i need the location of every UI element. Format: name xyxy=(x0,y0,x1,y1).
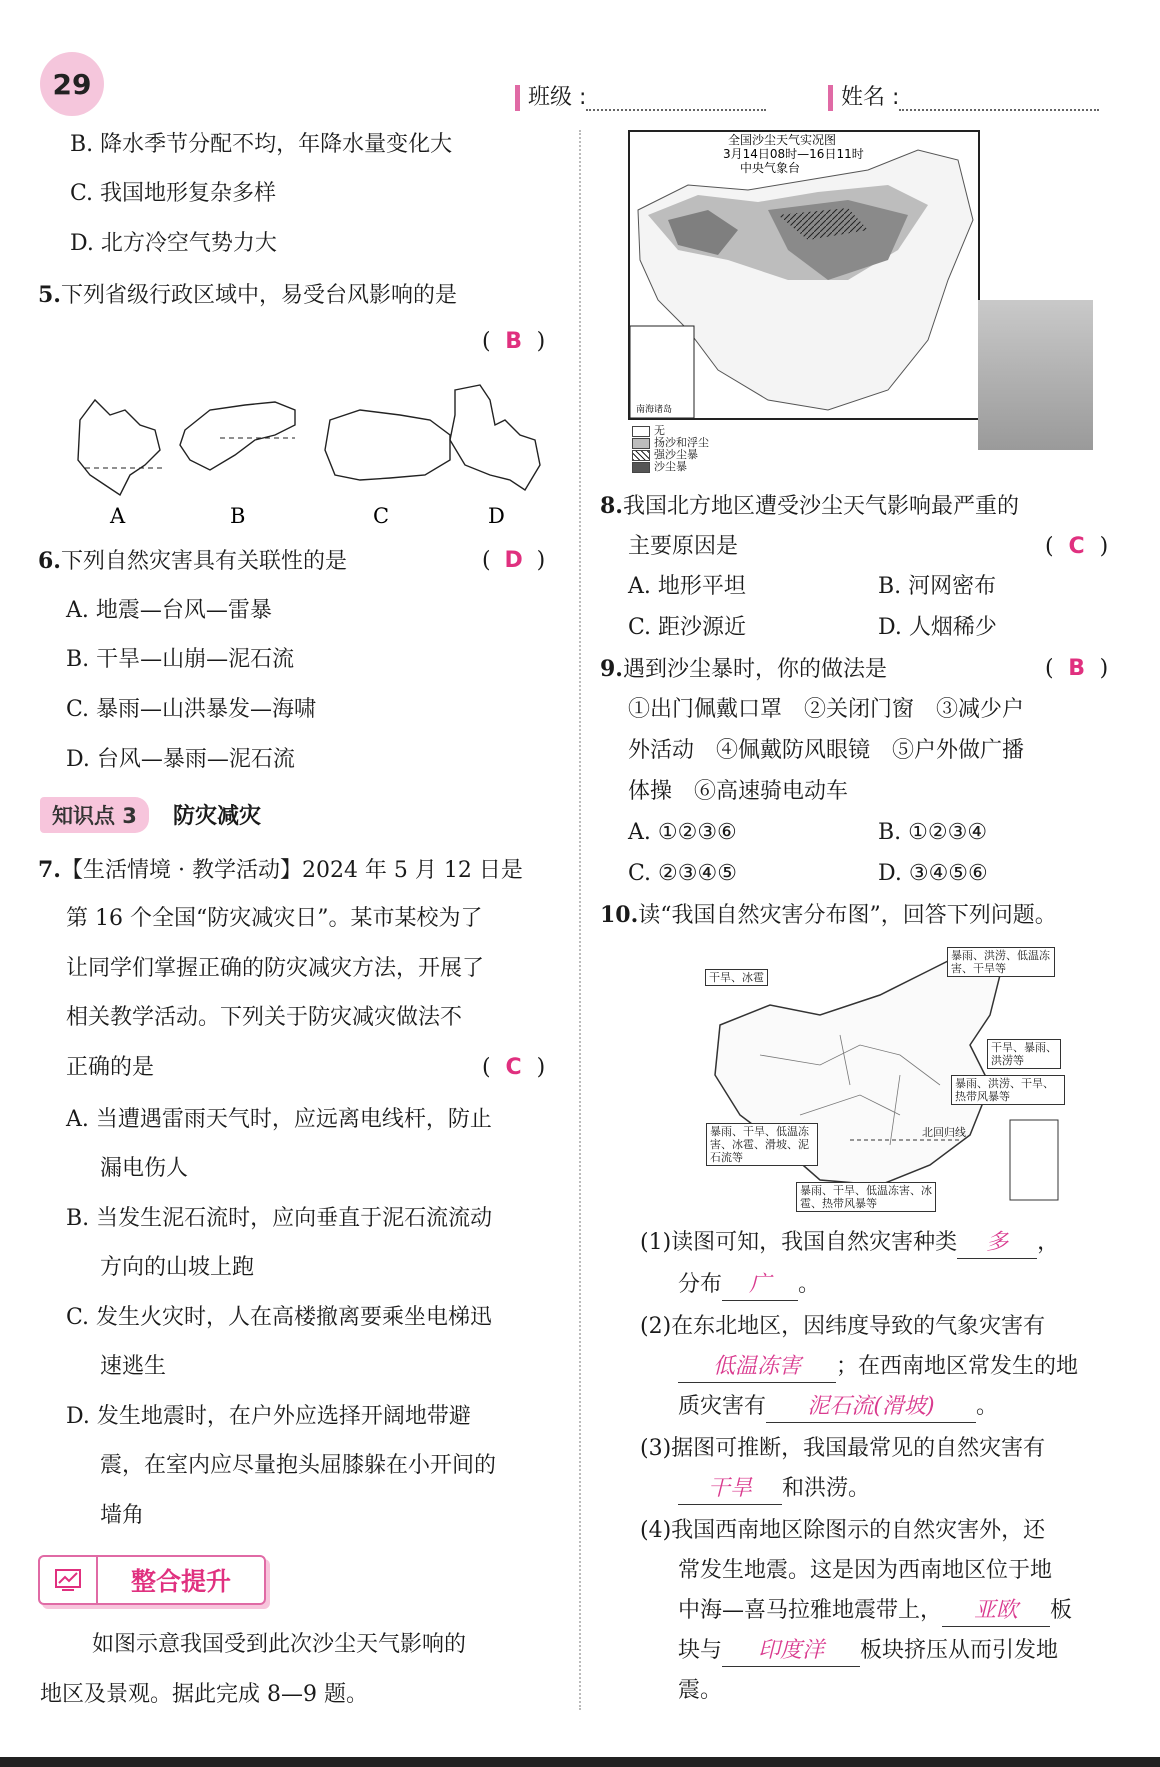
q8-option-b: B. 河网密布 xyxy=(878,574,997,599)
map-title-line2: 3月14日08时—16日11时 xyxy=(723,147,864,161)
q7-option-c-cont: 速逃生 xyxy=(100,1354,167,1379)
q10-part4-cont2: 中海—喜马拉雅地震带上， 亚欧 板 xyxy=(678,1596,1072,1627)
q9-choices-line1: ①出门佩戴口罩 ②关闭门窗 ③减少户 xyxy=(628,697,1025,722)
sandstorm-photo xyxy=(978,300,1093,450)
q6-option-d: D. 台风—暴雨—泥石流 xyxy=(66,747,295,772)
q9-answer: ( B ) xyxy=(1045,656,1109,681)
map-title-line3: 中央气象台 xyxy=(740,161,801,175)
q9-option-b: B. ①②③④ xyxy=(878,820,988,845)
q8-answer: ( C ) xyxy=(1045,534,1109,559)
q10-part4: (4)我国西南地区除图示的自然灾害外，还 xyxy=(640,1518,1046,1543)
q7-stem-line1: 7.【生活情境 · 教学活动】2024 年 5 月 12 日是 xyxy=(38,857,523,883)
knowledge-point-header xyxy=(40,797,261,833)
sandstorm-map xyxy=(628,130,980,420)
q7-option-b-cont: 方向的山坡上跑 xyxy=(100,1255,255,1280)
q10-part2-cont: 低温冻害 ；在西南地区常发生的地 xyxy=(678,1352,1078,1383)
bottom-edge xyxy=(0,1757,1160,1767)
q10-blank-3[interactable]: 干旱 xyxy=(678,1474,782,1505)
q7-stem-line2: 第 16 个全国“防灾减灾日”。某市某校为了 xyxy=(66,906,483,931)
section-header-integration xyxy=(38,1555,266,1605)
q7-stem-line5: 正确的是 xyxy=(66,1055,155,1080)
q7-answer: ( C ) xyxy=(482,1055,546,1080)
province-outline-figure xyxy=(70,380,560,530)
q7-option-d-cont1: 震，在室内应尽量抱头屈膝躲在小开间的 xyxy=(100,1453,497,1478)
province-d-outline xyxy=(450,385,540,490)
q7-option-d: D. 发生地震时，在户外应选择开阔地带避 xyxy=(66,1404,471,1429)
q4-option-d: D. 北方冷空气势力大 xyxy=(70,231,277,256)
q10-part1: (1)读图可知，我国自然灾害种类 多 ， xyxy=(640,1228,1059,1259)
intro-line1: 如图示意我国受到此次沙尘天气影响的 xyxy=(92,1632,467,1657)
q6-option-a: A. 地震—台风—雷暴 xyxy=(66,598,272,623)
q9-option-a: A. ①②③⑥ xyxy=(628,820,737,845)
q6-option-c: C. 暴雨—山洪暴发—海啸 xyxy=(66,697,317,722)
map-label-southwest: 暴雨、干旱、低温冻害、冰雹、滑坡、泥石流等 xyxy=(706,1123,818,1166)
q10-part2-cont2: 质灾害有 泥石流(滑坡) 。 xyxy=(678,1392,998,1423)
province-b-outline xyxy=(180,402,295,470)
q10-blank-4a[interactable]: 亚欧 xyxy=(942,1596,1050,1627)
q7-stem-line4: 相关教学活动。下列关于防灾减灾做法不 xyxy=(66,1005,463,1030)
q9-option-c: C. ②③④⑤ xyxy=(628,861,737,886)
q10-part4-cont1: 常发生地震。这是因为西南地区位于地 xyxy=(678,1558,1053,1583)
q10-part3: (3)据图可推断，我国最常见的自然灾害有 xyxy=(640,1436,1046,1461)
figure-label-a: A xyxy=(110,504,126,528)
q7-stem-line3: 让同学们掌握正确的防灾减灾方法，开展了 xyxy=(66,956,485,981)
chart-icon xyxy=(40,1557,98,1603)
map-title-line1: 全国沙尘天气实况图 xyxy=(728,133,837,147)
knowledge-point-tag: 知识点 3 xyxy=(40,797,149,833)
legend-item-dust: 扬沙和浮尘 xyxy=(632,437,709,449)
figure-label-d: D xyxy=(488,504,505,528)
q10-part3-cont: 干旱 和洪涝。 xyxy=(678,1474,870,1505)
map-label-southeast: 暴雨、洪涝、干旱、热带风暴等 xyxy=(951,1075,1065,1105)
q10-stem: 10.读“我国自然灾害分布图”，回答下列问题。 xyxy=(600,902,1057,928)
q6-answer: ( D ) xyxy=(482,548,546,573)
q7-option-c: C. 发生火灾时，人在高楼撤离要乘坐电梯迅 xyxy=(66,1305,493,1330)
q6-stem: 6.下列自然灾害具有关联性的是 xyxy=(38,548,347,574)
q9-choices-line3: 体操 ⑥高速骑电动车 xyxy=(628,779,849,804)
q5-answer: ( B ) xyxy=(482,329,546,354)
q10-blank-1b[interactable]: 广 xyxy=(722,1270,798,1301)
q10-blank-1a[interactable]: 多 xyxy=(957,1228,1037,1259)
q7-option-d-cont2: 墙角 xyxy=(100,1503,145,1528)
map-label-south: 暴雨、干旱、低温冻害、冰雹、热带风暴等 xyxy=(796,1182,936,1212)
q10-blank-2a[interactable]: 低温冻害 xyxy=(678,1352,836,1383)
province-a-outline xyxy=(78,400,160,495)
q10-part2: (2)在东北地区，因纬度导致的气象灾害有 xyxy=(640,1314,1046,1339)
legend-item-none: 无 xyxy=(632,425,709,437)
legend-item-storm: 沙尘暴 xyxy=(632,461,709,473)
q9-option-d: D. ③④⑤⑥ xyxy=(878,861,988,886)
figure-label-b: B xyxy=(230,504,246,528)
map-label-tropic: 北回归线 xyxy=(922,1126,966,1139)
section-title: 整合提升 xyxy=(130,1567,231,1596)
q7-option-a: A. 当遭遇雷雨天气时，应远离电线杆，防止 xyxy=(66,1107,492,1132)
map-label-nw: 干旱、冰雹 xyxy=(705,969,768,986)
intro-line2: 地区及景观。据此完成 8—9 题。 xyxy=(40,1682,368,1707)
map-label-east: 干旱、暴雨、洪涝等 xyxy=(987,1039,1061,1069)
province-c-outline xyxy=(325,410,450,480)
column-divider xyxy=(579,130,581,1710)
q7-option-a-cont: 漏电伤人 xyxy=(100,1156,189,1181)
map-legend xyxy=(632,425,709,473)
q10-part4-cont3: 块与 印度洋 板块挤压从而引发地 xyxy=(678,1636,1058,1667)
q9-choices-line2: 外活动 ④佩戴防风眼镜 ⑤户外做广播 xyxy=(628,738,1025,763)
q8-stem-line2: 主要原因是 xyxy=(628,534,739,559)
q8-option-d: D. 人烟稀少 xyxy=(878,615,997,640)
q10-blank-2b[interactable]: 泥石流(滑坡) xyxy=(766,1392,976,1423)
q10-blank-4b[interactable]: 印度洋 xyxy=(722,1636,860,1667)
q10-part4-cont4: 震。 xyxy=(678,1678,723,1703)
q4-option-c: C. 我国地形复杂多样 xyxy=(70,181,277,206)
inset-label: 南海诸岛 xyxy=(636,405,673,415)
q8-option-c: C. 距沙源近 xyxy=(628,615,747,640)
class-field: 班级 : xyxy=(515,80,766,111)
q8-option-a: A. 地形平坦 xyxy=(628,574,746,599)
page-number: 29 xyxy=(40,52,104,116)
q10-part1-cont: 分布 广 。 xyxy=(678,1270,820,1301)
q4-option-b: B. 降水季节分配不均，年降水量变化大 xyxy=(70,132,453,157)
figure-label-c: C xyxy=(373,504,390,528)
q8-stem-line1: 8.我国北方地区遭受沙尘天气影响最严重的 xyxy=(600,493,1019,519)
name-input[interactable] xyxy=(899,89,1099,111)
knowledge-point-title: 防灾减灾 xyxy=(172,804,261,829)
q9-stem: 9.遇到沙尘暴时，你的做法是 xyxy=(600,656,887,682)
q6-option-b: B. 干旱—山崩—泥石流 xyxy=(66,647,295,672)
q5-stem: 5.下列省级行政区域中，易受台风影响的是 xyxy=(38,282,457,308)
legend-item-strong-storm: 强沙尘暴 xyxy=(632,449,709,461)
q7-option-b: B. 当发生泥石流时，应向垂直于泥石流流动 xyxy=(66,1206,493,1231)
name-field: 姓名 : xyxy=(828,80,1099,111)
map-label-ne: 暴雨、洪涝、低温冻害、干旱等 xyxy=(947,947,1055,977)
class-input[interactable] xyxy=(586,89,766,111)
